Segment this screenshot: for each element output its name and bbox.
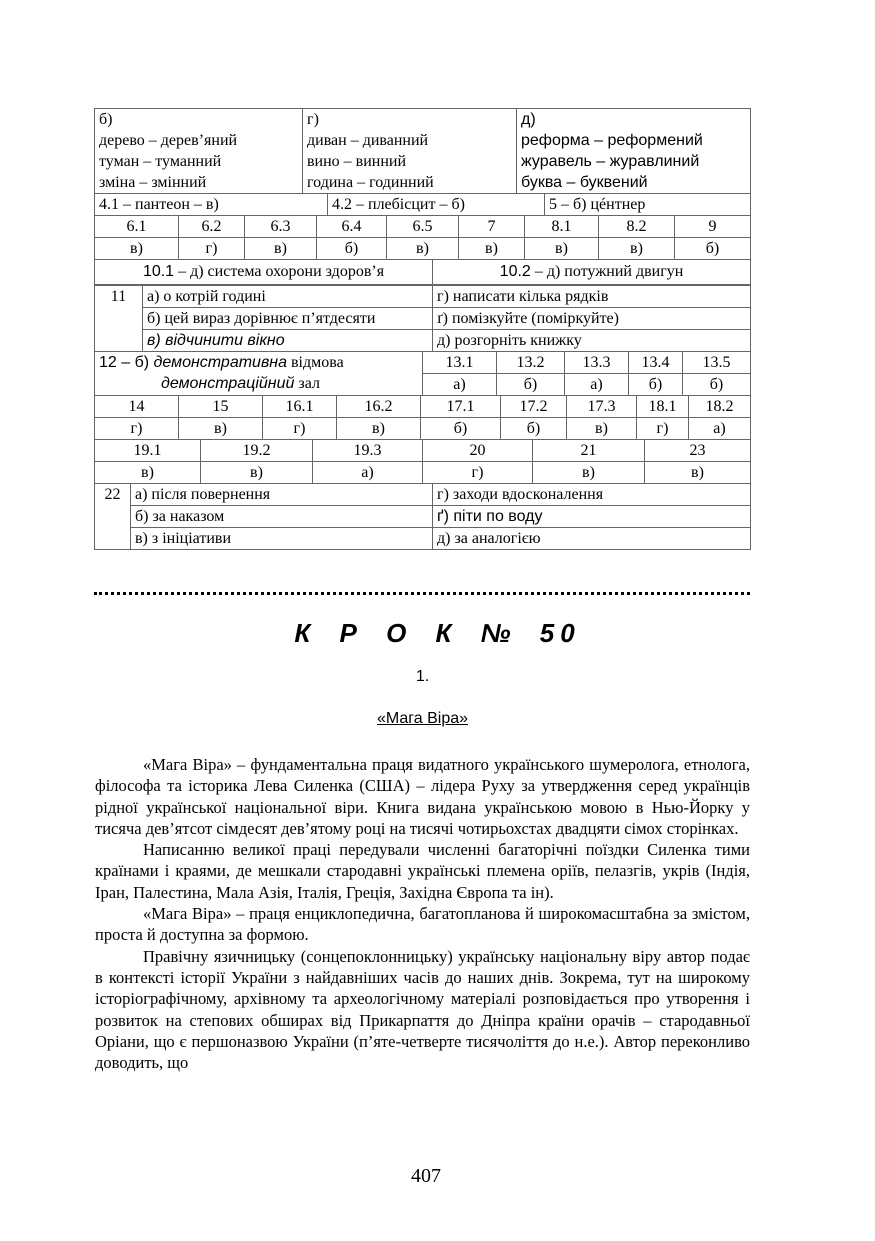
answer-11-b: б) цей вираз дорівнює п’ятдесяти <box>143 308 433 330</box>
paragraph: «Мага Віра» – праця енциклопедична, багатопланова й широкомасштабна за змістом, проста й доступна за формою. <box>95 904 750 945</box>
answer-text: – д) потужний двигун <box>530 263 684 280</box>
word-pair: журавель – журавлиний <box>521 153 700 170</box>
emphasized-word: демонстративна <box>153 354 287 371</box>
answer-value: г) <box>423 462 533 484</box>
answer-prefix: 12 – б) <box>99 354 154 371</box>
word-pair: година – годинний <box>307 174 434 191</box>
question-label: 6.2 <box>179 216 245 238</box>
answer-value: б) <box>497 374 565 396</box>
question-label: 14 <box>95 396 179 418</box>
answer-row-10 <box>94 259 751 285</box>
answer-22-b: б) за наказом <box>131 506 433 528</box>
answer-11-ge: ґ) помізкуйте (поміркуйте) <box>433 308 751 330</box>
question-label: 13.4 <box>629 352 683 374</box>
word-pair: туман – туманний <box>99 153 222 170</box>
answer-table-words <box>94 108 751 194</box>
question-label: 13.5 <box>683 352 751 374</box>
answer-22-ge: ґ) піти по воду <box>433 506 751 528</box>
answer-value: в) <box>245 238 317 260</box>
answer-value: в) <box>201 462 313 484</box>
question-label: 15 <box>179 396 263 418</box>
answer-grid-19-23 <box>94 439 751 484</box>
letter-d: д) <box>521 111 536 128</box>
section-divider <box>94 592 750 595</box>
answer-value: а) <box>689 418 751 440</box>
answer-value: в) <box>387 238 459 260</box>
answer-row-11 <box>94 285 751 352</box>
answer-value: в) <box>533 462 645 484</box>
question-label: 6.3 <box>245 216 317 238</box>
paragraph: Написанню великої праці передували численні багаторічні поїздки Силенка тими країнами і краями, де мешкали стародавні українські племена оріїв, пелазгів, укрів (Індія, Іран, Палестина, Мала Азія, Італія, Греція, Західна Європа та ін). <box>95 840 750 902</box>
question-label: 17.2 <box>501 396 567 418</box>
answer-grid-14-18 <box>94 395 751 440</box>
answer-text: зал <box>294 375 320 392</box>
question-label: 11 <box>95 286 143 352</box>
answer-value: в) <box>95 238 179 260</box>
answer-value: в) <box>337 418 421 440</box>
answer-11-g: г) написати кілька рядків <box>433 286 751 308</box>
answer-value: в) <box>599 238 675 260</box>
answer-value: а) <box>565 374 629 396</box>
item-number: 1. <box>415 668 430 685</box>
word-pair: реформа – реформений <box>521 132 703 149</box>
answer-22-v: в) з ініціативи <box>131 528 433 550</box>
answer-grid-6-9 <box>94 215 751 260</box>
word-pair: диван – диванний <box>307 132 429 149</box>
question-label: 6.1 <box>95 216 179 238</box>
word-pair: вино – винний <box>307 153 407 170</box>
question-label: 21 <box>533 440 645 462</box>
answer-value: в) <box>459 238 525 260</box>
answer-10-1 <box>95 260 433 285</box>
word-pair: дерево – дерев’яний <box>99 132 238 149</box>
cell-col-g <box>303 109 517 194</box>
section-title: К Р О К № 50 <box>294 618 581 648</box>
answer-value: в) <box>645 462 751 484</box>
answer-value: в) <box>567 418 637 440</box>
answer-value: г) <box>637 418 689 440</box>
answer-22-a: а) після повернення <box>131 484 433 506</box>
item-subtitle: «Мага Віра» <box>376 710 469 727</box>
question-label: 13.1 <box>423 352 497 374</box>
answer-value: б) <box>675 238 751 260</box>
answer-value: б) <box>629 374 683 396</box>
question-label: 16.2 <box>337 396 421 418</box>
answer-value: г) <box>179 238 245 260</box>
question-label: 10.1 <box>142 263 175 280</box>
question-label: 7 <box>459 216 525 238</box>
answer-value: в) <box>525 238 599 260</box>
answer-value: в) <box>179 418 263 440</box>
question-label: 8.1 <box>525 216 599 238</box>
answer-4-1: 4.1 – пантеон – в) <box>95 194 328 216</box>
answer-22-d: д) за аналогією <box>433 528 751 550</box>
answer-value: а) <box>313 462 423 484</box>
question-label: 17.1 <box>421 396 501 418</box>
answer-text: відмова <box>287 354 344 371</box>
question-label: 22 <box>95 484 131 550</box>
question-label: 6.4 <box>317 216 387 238</box>
question-label: 8.2 <box>599 216 675 238</box>
paragraph: Правічну язичницьку (сонцепоклонницьку) українську національну віру автор подає в контексті історії України з найдавніших часів до наших днів. Зокрема, тут на широкому історіографічному, архівному та археологічному матеріалі розповідається про утворення і розвиток на степових обширах від Прикарпаття до Дніпра країни орачів – стародавньої Оріани, що є першоназвою України (п’яте-четверте тисячоліття до н.е.). Автор переконливо доводить, що <box>95 946 750 1073</box>
question-label: 13.3 <box>565 352 629 374</box>
answer-11-d: д) розгорніть книжку <box>433 330 751 352</box>
answer-value: г) <box>263 418 337 440</box>
paragraph: «Мага Віра» – фундаментальна праця видатного українського шумеролога, етнолога, філософа та історика Лева Силенка (США) – лідера Руху за утвердження серед українців рідної української національної віри. Книга видана українською мовою в Нью-Йорку у тисяча дев’ятсот сімдесят дев’ятому році на тисячі чотирьохстах двадцяти сімох сторінках. <box>95 755 750 838</box>
answer-11-v <box>143 330 433 352</box>
question-label: 18.2 <box>689 396 751 418</box>
question-label: 20 <box>423 440 533 462</box>
emphasized-word: демонстраційний <box>161 375 295 392</box>
letter-g: г) <box>307 111 319 128</box>
answer-10-2 <box>433 260 751 285</box>
question-label: 19.1 <box>95 440 201 462</box>
answer-12-line2 <box>99 373 418 394</box>
answer-value: в) <box>95 462 201 484</box>
answer-value: а) <box>423 374 497 396</box>
answer-11-a: а) о котрій годині <box>143 286 433 308</box>
answer-row-12-13 <box>94 351 751 396</box>
question-label: 6.5 <box>387 216 459 238</box>
word-pair: зміна – змінний <box>99 174 207 191</box>
question-label: 23 <box>645 440 751 462</box>
answer-value: б) <box>501 418 567 440</box>
word-pair: буква – буквений <box>521 174 648 191</box>
question-label: 9 <box>675 216 751 238</box>
answer-value: б) <box>683 374 751 396</box>
answer-value: б) <box>317 238 387 260</box>
question-label: 19.2 <box>201 440 313 462</box>
answer-text: в) відчинити вікно <box>147 332 285 349</box>
article-body <box>95 754 750 1073</box>
answer-row-22 <box>94 483 751 550</box>
answer-row-4-5 <box>94 193 751 216</box>
page-number: 407 <box>411 1165 441 1187</box>
cell-col-b <box>95 109 303 194</box>
question-label: 13.2 <box>497 352 565 374</box>
answer-text: – д) система охорони здоров’я <box>174 263 385 280</box>
question-label: 18.1 <box>637 396 689 418</box>
question-label: 10.2 <box>499 263 531 280</box>
letter-b: б) <box>99 111 113 128</box>
answer-22-g: г) заходи вдосконалення <box>433 484 751 506</box>
answer-4-2: 4.2 – плебісцит – б) <box>328 194 545 216</box>
answer-value: б) <box>421 418 501 440</box>
answer-12-line1 <box>99 352 418 373</box>
cell-col-d <box>517 109 751 194</box>
answer-value: г) <box>95 418 179 440</box>
answer-12 <box>95 352 423 396</box>
question-label: 19.3 <box>313 440 423 462</box>
question-label: 17.3 <box>567 396 637 418</box>
answer-5: 5 – б) цéнтнер <box>545 194 751 216</box>
question-label: 16.1 <box>263 396 337 418</box>
